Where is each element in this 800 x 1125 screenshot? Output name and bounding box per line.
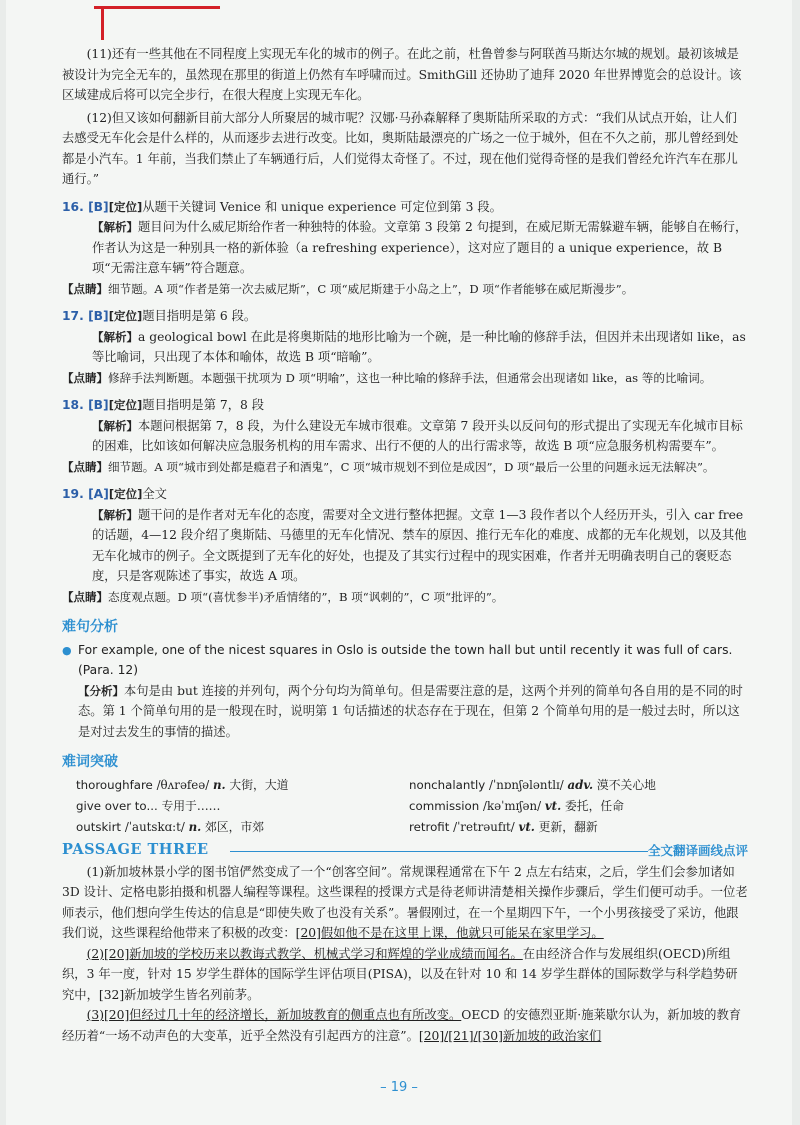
point-text: 修辞手法判断题。本题强干扰项为 D 项“明喻”，这也一种比喻的修辞手法，但通常会出现诸如 like，as 等的比喻词。 xyxy=(108,370,712,385)
point-text: 细节题。A 项“城市到处都是瘾君子和酒鬼”，C 项“城市规划不到位是成因”，D 项“最后一公里的问题永远无法解决”。 xyxy=(108,459,715,474)
vocab-meaning: 更新，翻新 xyxy=(538,819,598,834)
red-pen-mark-vertical xyxy=(101,6,104,40)
p2-underlined: (2)[20]新加坡的学校历来以教诲式教学、机械式学习和辉煌的学业成绩而闻名。 xyxy=(86,946,523,961)
passage-three-header xyxy=(62,840,748,862)
question-locate-line xyxy=(62,395,748,416)
section-title-vocabulary: 难词突破 xyxy=(62,754,118,770)
vocab-word: thoroughfare xyxy=(76,777,153,792)
vocab-word: nonchalantly xyxy=(409,777,486,792)
vocab-phonetic: /θʌrəfeə/ xyxy=(156,777,210,792)
bullet-icon: ● xyxy=(62,643,72,657)
question-number: 16. [B] xyxy=(62,199,109,214)
vocab-meaning: 漠不关心地 xyxy=(596,777,656,792)
header-rule xyxy=(230,851,648,852)
vocab-pos: vt. xyxy=(544,798,562,813)
analysis-tag: 【分析】 xyxy=(78,683,124,698)
vocab-entry xyxy=(409,796,762,817)
question-point xyxy=(62,587,748,608)
question-analysis xyxy=(62,505,748,587)
locate-tag: [定位] xyxy=(108,487,143,501)
question-point xyxy=(62,457,748,478)
analysis-tag: 【解析】 xyxy=(92,507,138,522)
vocab-meaning: 大街，大道 xyxy=(229,777,289,792)
question-locate-line xyxy=(62,197,748,218)
question-locate-line xyxy=(62,484,748,505)
passage-paragraph-1 xyxy=(62,862,748,944)
analysis-text: 本题问根据第 7，8 段，为什么建设无车城市很难。文章第 7 段开头以反问句的形式提出了实现无车化城市目标的困难，比如该如何解决应急服务机构的用车需求、出行不便的人的出行需求等，故选 B 项“应急服务机构需要车”。 xyxy=(92,418,743,453)
point-tag: 【点睛】 xyxy=(62,589,108,604)
vocab-entry xyxy=(409,775,762,796)
analysis-tag: 【解析】 xyxy=(92,220,138,234)
point-text: 细节题。A 项“作者是第一次去威尼斯”，C 项“威尼斯建于小岛之上”，D 项“作者能够在威尼斯漫步”。 xyxy=(108,281,634,296)
locate-tag: [定位] xyxy=(108,398,143,412)
question-explanation xyxy=(62,395,748,477)
question-analysis xyxy=(62,416,748,457)
analysis-text: 题目问为什么威尼斯给作者一种独特的体验。文章第 3 段第 2 句提到，在威尼斯无需躲避车辆，能够自在畅行，作者认为这是一种别具一格的新体验（a refreshing experience），这对应了题目的 a unique experience，故 B 项“无需注意车辆”符合题意。 xyxy=(92,220,748,275)
document-page xyxy=(6,0,792,1125)
locate-text: 题目指明是第 6 段。 xyxy=(142,309,257,323)
vocab-phonetic: /ˈnɒnʃələntlɪ/ xyxy=(488,777,564,792)
vocab-phonetic: /ˈautskɑ:t/ xyxy=(124,819,185,834)
vocab-entry xyxy=(76,817,409,838)
point-tag: 【点睛】 xyxy=(62,281,108,296)
vocab-word: outskirt xyxy=(76,819,122,834)
red-pen-mark xyxy=(94,6,220,9)
question-explanation xyxy=(62,484,748,607)
point-text: 态度观点题。D 项“(喜忧参半)矛盾情绪的”，B 项“讽刺的”，C 项“批评的”。 xyxy=(108,589,504,604)
passage-title: PASSAGE THREE xyxy=(62,840,209,858)
paragraph-11: (11)还有一些其他在不同程度上实现无车化的城市的例子。在此之前，杜鲁曾参与阿联酋马斯达尔城的规划。最初该城是被设计为完全无车的，虽然现在那里的街道上仍然有车呼啸而过。SmithGill 还协助了迪拜 2020 年世界博览会的总设计。该区域建成后将可以完全步行，在很大程度上实现无车化。 xyxy=(62,47,742,102)
vocab-word: give over to... xyxy=(76,798,158,813)
vocab-entry xyxy=(76,796,409,817)
p1-text: (1)新加坡林景小学的图书馆俨然变成了一个“创客空间”。常规课程通常在下午 2 点左右结束，之后，学生们会参加诸如 3D 设计、定格电影拍摄和机器人编程等课程。这些课程的授课方式是待老师讲清楚相关操作步骤后，学生们便可动手。一位老师表示，他们想向学生传达的信息是“即使失败了也没有关系”。暑假刚过，在一个星期四下午，一个小男孩接受了采访，他跟我们说，这些课程给他带来了积极的改变： xyxy=(62,864,748,940)
locate-tag: [定位] xyxy=(108,309,143,323)
p3-text: OECD 的安德烈亚斯·施莱歇尔认为，新加坡的教育经历着“一场不动声色的大变革，近乎全然没有引起西方的注意”。 xyxy=(62,1008,742,1043)
vocab-meaning: 委托，任命 xyxy=(564,798,624,813)
locate-text: 题目指明是第 7，8 段 xyxy=(142,398,265,412)
question-explanation xyxy=(62,197,748,300)
analysis-text: 题干问的是作者对无车化的态度，需要对全文进行整体把握。文章 1—3 段作者以个人经历开头，引入 car free 的话题，4—12 段介绍了奥斯陆、马德里的无车化情况、禁车的原因、推行无车化的难度、成都的无车化规划，以及其他无车化城市的例子。全文既提到了无车化的好处，也提及了其实行过程中的现实困难，作者并无明确表明自己的褒贬态度，只是客观陈述了事实，故选 A 项。 xyxy=(92,507,747,583)
paragraph-12: (12)但又该如何翻新目前大部分人所聚居的城市呢？汉娜·马孙森解释了奥斯陆所采取的方式：“我们从试点开始，让人们去感受无车化会是什么样的，从而逐步去进行改变。比如，奥斯陆最漂亮的广场之一位于城外，但在不久之前，那儿曾经到处都是小汽车。1 年前，当我们禁止了车辆通行后，人们觉得太奇怪了。不过，现在他们觉得奇怪的是我们曾经允许汽车在那儿通行。” xyxy=(62,110,739,186)
question-point xyxy=(62,368,748,389)
question-locate-line xyxy=(62,306,748,327)
p1-underlined: [20]假如他不是在这里上课，他就只可能呆在家里学习。 xyxy=(295,926,604,940)
question-number: 19. [A] xyxy=(62,487,109,501)
vocabulary-list xyxy=(62,775,748,838)
question-analysis xyxy=(62,327,748,368)
question-number: 18. [B] xyxy=(62,398,109,412)
answer-explanations xyxy=(62,197,748,608)
difficult-sentence-text: For example, one of the nicest squares in Oslo is outside the town hall but until recently it was full of cars. (Para. 12) xyxy=(78,642,733,677)
question-point xyxy=(62,279,748,300)
analysis-tag: 【解析】 xyxy=(92,418,138,433)
point-tag: 【点睛】 xyxy=(62,459,108,474)
question-analysis xyxy=(62,217,748,279)
vocab-meaning: 郊区，市郊 xyxy=(205,819,265,834)
analysis-tag: 【解析】 xyxy=(92,329,138,344)
vocab-pos: adv. xyxy=(567,777,594,792)
question-number: 17. [B] xyxy=(62,309,109,323)
locate-tag: [定位] xyxy=(108,199,143,214)
vocab-pos: vt. xyxy=(518,819,535,834)
vocab-entry xyxy=(76,775,409,796)
passage-subtitle: 全文翻译画线点评 xyxy=(647,842,748,858)
passage-paragraph-3 xyxy=(62,1005,748,1046)
page-number: – 19 – xyxy=(380,1080,418,1095)
question-explanation xyxy=(62,306,748,388)
passage-paragraph-2 xyxy=(62,944,748,1006)
analysis-text: a geological bowl 在此是将奥斯陆的地形比喻为一个碗，是一种比喻的修辞手法，但因并未出现诸如 like，as 等比喻词，只出现了本体和喻体，故选 B 项“暗喻”。 xyxy=(92,329,746,364)
difficult-sentence-item xyxy=(62,640,748,743)
page-content xyxy=(62,44,748,1046)
vocab-pos: n. xyxy=(188,819,202,834)
vocab-word: retrofit xyxy=(409,819,450,834)
locate-text: 从题干关键词 Venice 和 unique experience 可定位到第 3 段。 xyxy=(142,199,502,214)
p3-underlined-2: [20]/[21]/[30]新加坡的政治家们 xyxy=(418,1028,602,1043)
vocab-word: commission xyxy=(409,798,480,813)
vocab-meaning: 专用于…… xyxy=(161,798,221,813)
p3-underlined: (3)[20]但经过几十年的经济增长，新加坡教育的侧重点也有所改变。 xyxy=(86,1008,462,1022)
vocab-phonetic: /kəˈmɪʃən/ xyxy=(482,798,542,813)
vocab-entry xyxy=(409,817,762,838)
vocab-pos: n. xyxy=(212,777,226,792)
point-tag: 【点睛】 xyxy=(62,370,108,385)
vocab-phonetic: /ˈretrəufɪt/ xyxy=(453,819,515,834)
analysis-text: 本句是由 but 连接的并列句，两个分句均为简单句。但是需要注意的是，这两个并列的简单句各自用的是不同的时态。第 1 个简单句用的是一般现在时，说明第 1 句话描述的状态存在于现在，但第 2 个简单句用的是一般过去时，所以这是对过去发生的事情的描述。 xyxy=(78,683,743,739)
p2-text: 在由经济合作与发展组织(OECD)所组织，3 年一度，针对 15 岁学生群体的国际学生评估项目(PISA)，以及在针对 10 和 14 岁学生群体的国际数学与科学趋势研究中，[32]新加坡学生皆名列前茅。 xyxy=(62,946,738,1002)
section-title-difficult-sentence: 难句分析 xyxy=(62,619,118,635)
locate-text: 全文 xyxy=(142,487,167,501)
difficult-sentence-analysis xyxy=(78,681,748,743)
